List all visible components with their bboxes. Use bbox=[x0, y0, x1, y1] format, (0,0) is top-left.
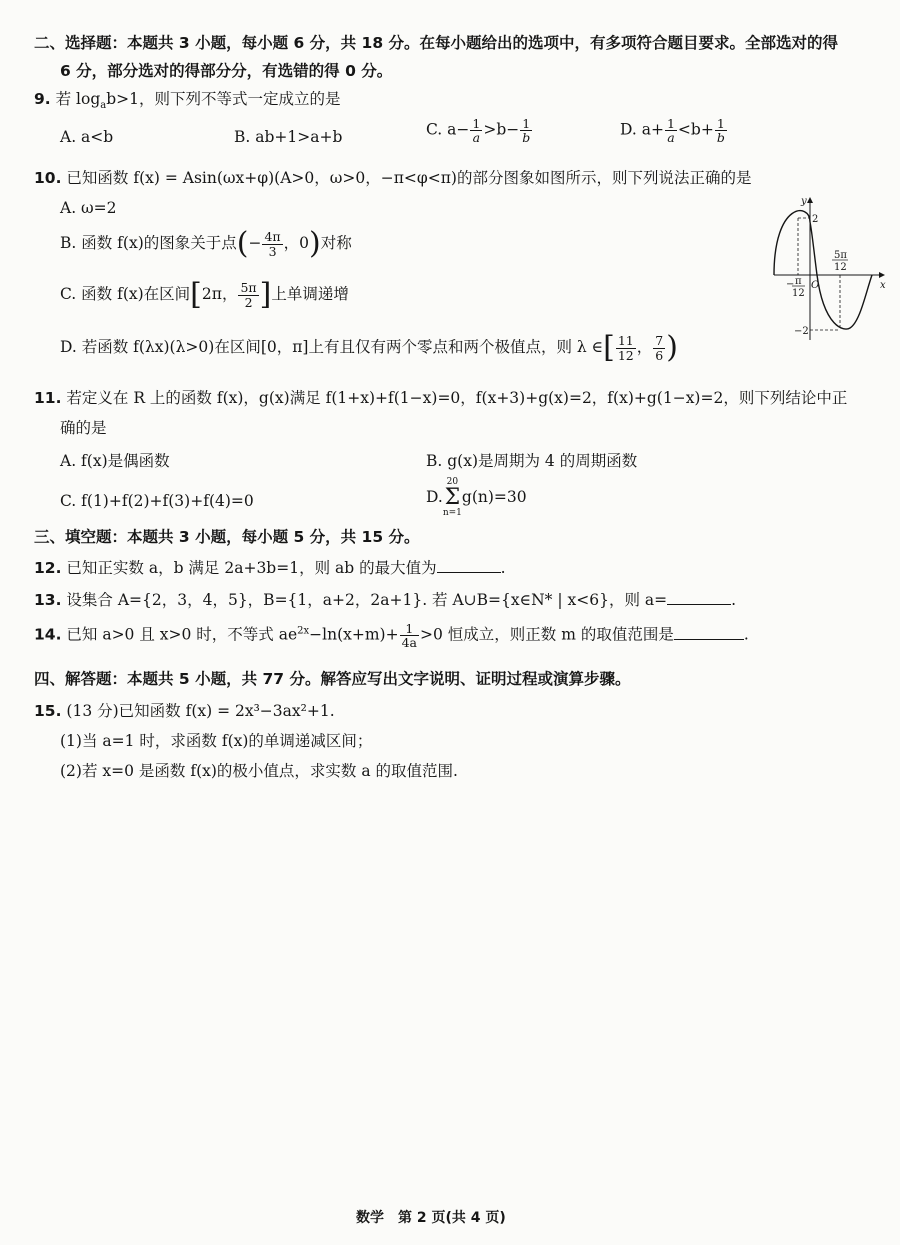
q11-option-c: C. f(1)+f(2)+f(3)+f(4)=0 bbox=[60, 492, 254, 510]
q10-c-frac-num: 5π bbox=[240, 280, 257, 296]
q12-end: . bbox=[500, 559, 506, 577]
graph-y-label: y bbox=[801, 196, 807, 207]
q9-d-label: D. a+ bbox=[620, 120, 664, 139]
q10-option-d bbox=[60, 330, 678, 365]
q10-c-pre: C. 函数 f(x)在区间 bbox=[60, 285, 191, 303]
q10-d-frac2-den: 6 bbox=[655, 347, 664, 363]
q10-b-zero: ，0 bbox=[283, 234, 310, 252]
q10-d-comma: ， bbox=[636, 338, 653, 356]
q15-part-2: (2)若 x=0 是函数 f(x)的极小值点，求实数 a 的取值范围. bbox=[60, 762, 458, 780]
graph-pos-num: 5π bbox=[834, 250, 847, 261]
q14-pre: 已知 a>0 且 x>0 时，不等式 ae bbox=[66, 625, 298, 644]
q11-line1-text: 若定义在 R 上的函数 f(x)，g(x)满足 f(1+x)+f(1−x)=0，f(x+3)+g(x)=2，f(x)+g(1−x)=2，则下列结论中正 bbox=[66, 389, 848, 407]
sine-curve bbox=[774, 211, 872, 329]
q10-c-inner: 2π， bbox=[201, 285, 238, 303]
q9-d-frac2-den: b bbox=[716, 130, 725, 146]
question-13-number: 13. bbox=[34, 591, 62, 609]
q10-option-a: A. ω=2 bbox=[60, 199, 117, 217]
q10-c-frac-den: 2 bbox=[244, 294, 253, 310]
question-14-number: 14. bbox=[34, 625, 62, 644]
q10-d-lbracket: [ bbox=[603, 330, 615, 365]
q9-c-frac2-den: b bbox=[522, 130, 531, 146]
graph-max-label: 2 bbox=[812, 214, 819, 225]
q10-d-rparen: ) bbox=[666, 330, 678, 365]
section-2-header-line1: 二、选择题：本题共 3 小题，每小题 6 分，共 18 分。在每小题给出的选项中，有多项符合题目要求。全部选对的得 bbox=[34, 34, 839, 52]
q9-option-d bbox=[620, 117, 728, 144]
q10-b-lparen: ( bbox=[236, 226, 249, 261]
graph-pos-den: 12 bbox=[834, 262, 847, 273]
q10-b-rparen: ) bbox=[309, 226, 321, 261]
q12-text: 已知正实数 a，b 满足 2a+3b=1，则 ab 的最大值为 bbox=[66, 559, 437, 577]
question-12-number: 12. bbox=[34, 559, 62, 577]
q11-option-d bbox=[426, 478, 527, 518]
q13-end: . bbox=[731, 591, 737, 609]
question-9-stem bbox=[34, 87, 341, 111]
q10-d-frac2-num: 7 bbox=[655, 333, 664, 349]
q14-frac-num: 1 bbox=[400, 622, 419, 636]
question-11-stem-line1 bbox=[34, 386, 847, 408]
graph-origin-label: O bbox=[811, 280, 820, 291]
q10-b-frac-num: 4π bbox=[264, 229, 281, 245]
q14-frac-den: 4a bbox=[401, 635, 417, 651]
q9-d-frac-1 bbox=[665, 117, 677, 144]
graph-neg-pi-num: π bbox=[795, 276, 802, 287]
sum-upper-limit: 20 bbox=[446, 477, 459, 487]
q9-option-a: A. a<b bbox=[60, 128, 114, 146]
q9-d-frac1-num: 1 bbox=[666, 116, 675, 131]
q9-stem-part-b: b>1，则下列不等式一定成立的是 bbox=[106, 90, 341, 108]
q9-c-frac1-den: a bbox=[472, 130, 481, 146]
q9-stem-part-a: 若 log bbox=[55, 90, 101, 108]
q10-d-frac-1 bbox=[616, 334, 636, 361]
section-4-header: 四、解答题：本题共 5 小题，共 77 分。解答应写出文字说明、证明过程或演算步骤。 bbox=[34, 670, 631, 688]
question-15-stem bbox=[34, 699, 335, 721]
q10-b-frac-den: 3 bbox=[268, 243, 277, 259]
q9-c-frac-1 bbox=[470, 117, 482, 144]
question-14 bbox=[34, 622, 749, 649]
q10-option-c bbox=[60, 277, 349, 312]
q15-stem-text: (13 分)已知函数 f(x) = 2x³−3ax²+1. bbox=[66, 702, 335, 720]
q9-c-frac-2 bbox=[520, 117, 532, 144]
q14-frac bbox=[400, 622, 419, 649]
graph-x-label: x bbox=[880, 280, 886, 291]
q10-c-rbracket: ] bbox=[259, 277, 272, 312]
q11-d-pre: D. bbox=[426, 488, 443, 506]
q9-option-b: B. ab+1>a+b bbox=[234, 128, 343, 146]
sine-graph-figure bbox=[770, 192, 890, 348]
graph-neg-sign: − bbox=[786, 279, 795, 290]
question-11-stem-line2: 确的是 bbox=[60, 419, 107, 437]
question-10-number: 10. bbox=[34, 169, 62, 187]
q15-part-1: (1)当 a=1 时，求函数 f(x)的单调递减区间； bbox=[60, 732, 373, 750]
q10-b-neg: − bbox=[248, 234, 262, 252]
sum-lower-limit: n=1 bbox=[442, 508, 462, 518]
sigma-glyph: Σ bbox=[444, 485, 461, 510]
q9-d-frac2-num: 1 bbox=[715, 117, 727, 131]
q10-b-pre: B. 函数 f(x)的图象关于点 bbox=[60, 234, 237, 252]
q11-option-b: B. g(x)是周期为 4 的周期函数 bbox=[426, 452, 638, 470]
q10-stem-text: 已知函数 f(x) = Asin(ωx+φ)(A>0，ω>0，−π<φ<π)的部分图象如图所示，则下列说法正确的是 bbox=[66, 169, 752, 187]
q9-c-frac1-num: 1 bbox=[472, 116, 481, 131]
section-2-header-line2: 6 分，部分选对的得部分分，有选错的得 0 分。 bbox=[60, 62, 393, 80]
q9-d-mid: <b+ bbox=[677, 120, 714, 139]
q13-answer-blank[interactable] bbox=[667, 590, 731, 605]
q9-c-mid: >b− bbox=[483, 120, 520, 139]
q10-option-b bbox=[60, 226, 352, 261]
q13-text: 设集合 A={2，3，4，5}，B={1，a+2，2a+1}. 若 A∪B={x∈N* | x<6}，则 a= bbox=[66, 591, 668, 609]
q10-d-pre: D. 若函数 f(λx)(λ>0)在区间[0，π]上有且仅有两个零点和两个极值点，则 λ ∈ bbox=[60, 338, 604, 356]
question-9-number: 9. bbox=[34, 90, 51, 108]
q10-d-frac-2 bbox=[653, 334, 665, 361]
q10-b-frac bbox=[262, 230, 282, 257]
q10-d-frac1-num: 11 bbox=[617, 333, 634, 349]
q12-answer-blank[interactable] bbox=[437, 558, 501, 573]
graph-neg-pi-den: 12 bbox=[792, 288, 805, 299]
page-footer: 数学 第 2 页(共 4 页) bbox=[356, 1210, 506, 1226]
section-3-header: 三、填空题：本题共 3 小题，每小题 5 分，共 15 分。 bbox=[34, 528, 420, 546]
q10-d-frac1-den: 12 bbox=[617, 347, 634, 363]
q9-d-frac1-den: a bbox=[667, 130, 675, 146]
q11-option-a: A. f(x)是偶函数 bbox=[60, 452, 170, 470]
q10-c-post: 上单调递增 bbox=[271, 285, 349, 303]
q10-c-lbracket: [ bbox=[190, 277, 202, 312]
question-10-stem bbox=[34, 166, 751, 188]
q14-end: . bbox=[743, 625, 749, 644]
q9-log-base: a bbox=[100, 100, 107, 112]
q9-c-label: C. a− bbox=[426, 120, 470, 139]
q14-exponent: 2x bbox=[297, 625, 310, 637]
q14-answer-blank[interactable] bbox=[674, 625, 744, 640]
summation-symbol bbox=[443, 478, 462, 518]
q14-mid: −ln(x+m)+ bbox=[309, 625, 399, 644]
q10-c-frac bbox=[238, 281, 258, 308]
q10-b-post: 对称 bbox=[320, 234, 352, 252]
q9-option-c bbox=[426, 117, 533, 144]
question-12 bbox=[34, 556, 506, 578]
graph-min-label: −2 bbox=[794, 326, 809, 337]
q9-c-frac2-num: 1 bbox=[520, 117, 532, 131]
q11-d-post: g(n)=30 bbox=[461, 488, 527, 506]
question-15-number: 15. bbox=[34, 702, 62, 720]
q14-post: >0 恒成立，则正数 m 的取值范围是 bbox=[420, 625, 674, 644]
q9-d-frac-2 bbox=[715, 117, 727, 144]
question-13 bbox=[34, 588, 736, 610]
question-11-number: 11. bbox=[34, 389, 62, 407]
